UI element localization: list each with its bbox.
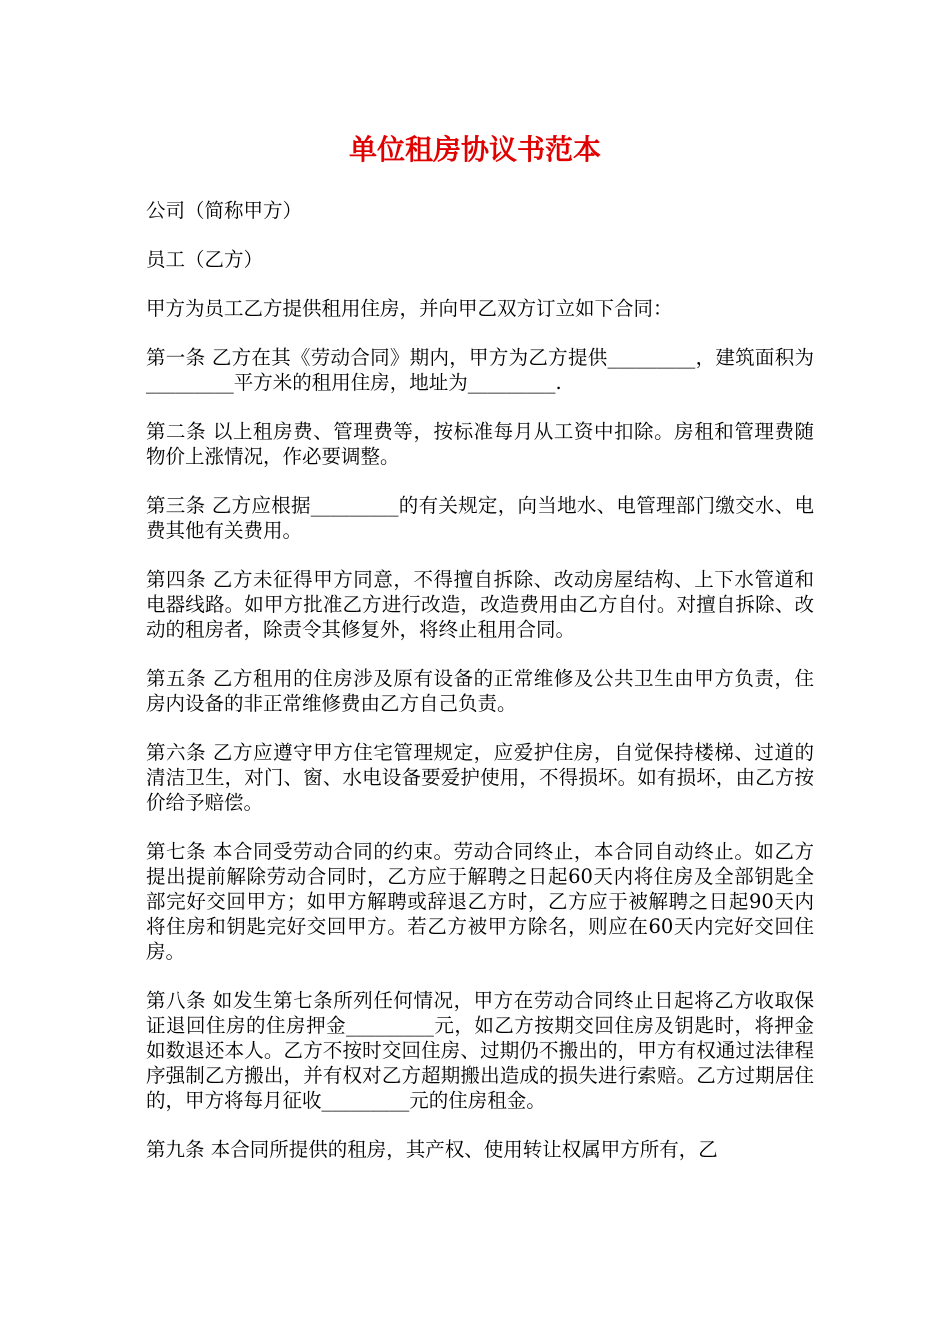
article-7: 第七条 本合同受劳动合同的约束。劳动合同终止，本合同自动终止。如乙方提出提前解除劳动合同时，乙方应于解聘之日起60天内将住房及全部钥匙全部完好交回甲方；如甲方解聘或辞退乙方时，乙方应于被解聘之日起90天内将住房和钥匙完好交回甲方。若乙方被甲方除名，则应在60天内完好交回住房。 <box>146 840 814 963</box>
party-a-line: 公司（简称甲方） <box>146 199 303 222</box>
article-5: 第五条 乙方租用的住房涉及原有设备的正常维修及公共卫生由甲方负责，住房内设备的非正常维修费由乙方自己负责。 <box>146 667 814 715</box>
party-b-line: 员工（乙方） <box>146 248 264 271</box>
article-1: 第一条 乙方在其《劳动合同》期内，甲方为乙方提供_________，建筑面积为_________平方米的租用住房，地址为_________. <box>146 346 814 394</box>
article-8: 第八条 如发生第七条所列任何情况，甲方在劳动合同终止日起将乙方收取保证退回住房的住房押金_________元，如乙方按期交回住房及钥匙时，将押金如数退还本人。乙方不按时交回住房、过期仍不搬出的，甲方有权通过法律程序强制乙方搬出，并有权对乙方超期搬出造成的损失进行索赔。乙方过期居住的，甲方将每月征收_________元的住房租金。 <box>146 989 814 1112</box>
article-3: 第三条 乙方应根据_________的有关规定，向当地水、电管理部门缴交水、电费其他有关费用。 <box>146 494 814 542</box>
article-9: 第九条 本合同所提供的租房，其产权、使用转让权属甲方所有，乙 <box>146 1138 718 1161</box>
article-2: 第二条 以上租房费、管理费等，按标准每月从工资中扣除。房租和管理费随物价上涨情况，作必要调整。 <box>146 420 814 468</box>
document-body <box>146 198 814 1186</box>
article-6: 第六条 乙方应遵守甲方住宅管理规定，应爱护住房，自觉保持楼梯、过道的清洁卫生，对门、窗、水电设备要爱护使用，不得损坏。如有损坏，由乙方按价给予赔偿。 <box>146 741 814 814</box>
document-title: 单位租房协议书范本 <box>348 133 601 166</box>
preamble-paragraph: 甲方为员工乙方提供租用住房，并向甲乙双方订立如下合同： <box>146 297 673 320</box>
article-4: 第四条 乙方未征得甲方同意，不得擅自拆除、改动房屋结构、上下水管道和电器线路。如甲方批准乙方进行改造，改造费用由乙方自付。对擅自拆除、改动的租房者，除责令其修复外，将终止租用合同。 <box>146 568 814 641</box>
